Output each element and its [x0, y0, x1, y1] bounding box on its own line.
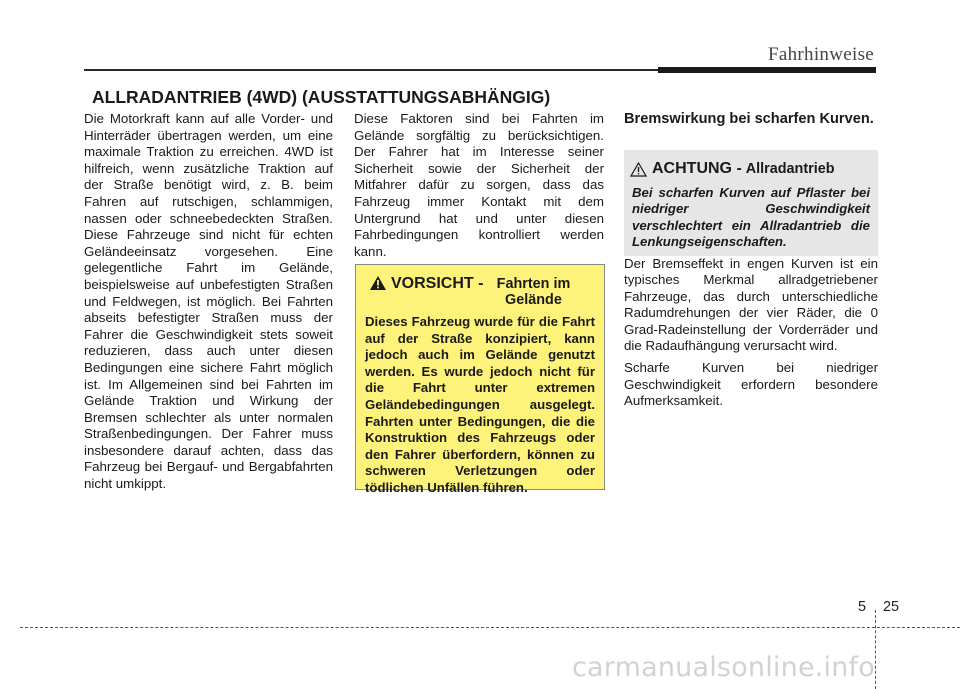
achtung-text: Bei scharfen Kurven auf Pflaster bei niedriger Geschwindigkeit verschlechtert ein Allradantrieb die Lenkungseigenschaften. [632, 185, 870, 250]
footer-divider [875, 610, 876, 689]
vorsicht-subtitle: Fahrten im Gelände [496, 276, 571, 308]
braking-heading: Bremswirkung bei scharfen Kurven. [624, 111, 874, 127]
achtung-subtitle: Allradantrieb [745, 161, 835, 177]
header-rule-accent [658, 67, 876, 73]
caution-triangle-icon [630, 162, 647, 177]
achtung-header [630, 160, 870, 178]
vorsicht-warning-box [355, 264, 605, 495]
vorsicht-header [369, 275, 595, 308]
intro-paragraph: Die Motorkraft kann auf alle Vorder- und Hinterräder übertragen werden, um eine maximale Traktion zu erreichen. 4WD ist hilfreich, wenn zusätzliche Traktion auf der Straße benötigt wird, z. B. beim Fahren auf rutschigen, schlammigen, nassen oder schneebedeckten Straßen. Diese Fahrzeuge sind nicht für echten Geländeeinsatz vorgesehen. Eine gelegentliche Fahrt im Gelände, beispielsweise auf unbefestigten Straßen und Feldwegen, ist möglich. Bei Fahrten abseits befestigter Straßen muss der Fahrer die Geschwindigkeit stets soweit reduzieren, dass auch unter diesen Bedingungen eine sichere Fahrt möglich ist. Im Allgemeinen sind bei Fahrten im Gelände Traktion und Wirkung der Bremsen schlechter als unter normalen Straßenbedingungen. Der Fahrer muss insbesondere darauf achten, dass das Fahrzeug bei Bergauf- und Bergabfahrten nicht umkippt. [84, 111, 333, 492]
vorsicht-text: Dieses Fahrzeug wurde für die Fahrt auf der Straße konzipiert, kann jedoch auch im Gelände genutzt werden. Es wurde jedoch nicht für die Fahrt unter extremen Geländebedingungen ausgelegt. Fahrten unter Bedingungen, die die Konstruktion des Fahrzeugs oder den Fahrer überfordern, können zu schweren Verletzungen oder tödlichen Unfällen führen. [365, 314, 595, 495]
vorsicht-label: VORSICHT - [391, 275, 484, 292]
column-middle [354, 111, 604, 260]
warning-triangle-icon [369, 275, 387, 296]
chapter-number: 5 [858, 599, 867, 615]
sharp-curves-paragraph: Scharfe Kurven bei niedriger Geschwindigkeit erfordern besondere Aufmerksamkeit. [624, 360, 878, 409]
page-number: 25 [883, 599, 900, 615]
chapter-title: Fahrhinweise [768, 44, 874, 65]
watermark: carmanualsonline.info [572, 652, 875, 683]
achtung-label: ACHTUNG - [652, 160, 742, 177]
footer-rule [20, 627, 960, 628]
header-rule [84, 69, 658, 71]
section-title: ALLRADANTRIEB (4WD) (AUSSTATTUNGSABHÄNGIG) [92, 87, 551, 107]
braking-paragraph: Der Bremseffekt in engen Kurven ist ein typisches Merkmal allradgetriebener Fahrzeuge, das durch unterschiedliche Radumdrehungen der vier Räder, die 0 Grad-Radeinstellung der Vorderräder und die Radaufhängung verursacht wird. [624, 255, 878, 354]
terrain-paragraph: Diese Faktoren sind bei Fahrten im Gelände sorgfältig zu berücksichtigen. Der Fahrer hat im Interesse seiner Sicherheit sowie der Sicherheit der Mitfahrer dafür zu sorgen, dass das Fahrzeug immer Kontakt mit dem Untergrund hat und unter diesen Fahrbedingungen kontrolliert werden kann. [354, 111, 604, 259]
achtung-notice-box [624, 150, 878, 256]
column-left [84, 111, 333, 493]
